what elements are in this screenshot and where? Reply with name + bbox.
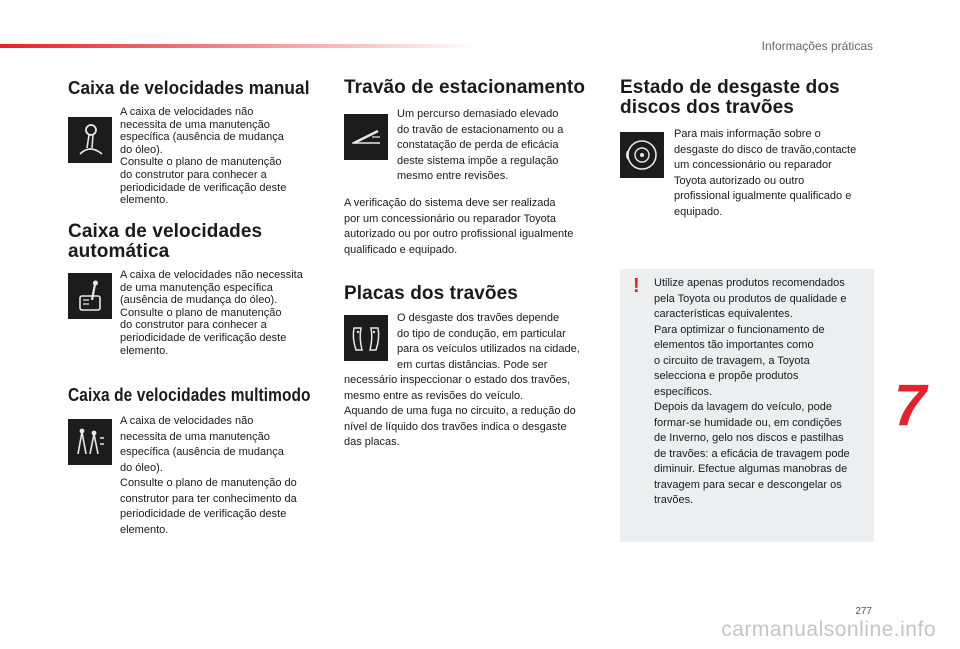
text-line: das placas. — [344, 436, 400, 448]
text-line: para os veículos utilizados na cidade, — [397, 343, 580, 355]
warning-text — [654, 276, 870, 509]
column-brakes — [344, 72, 602, 451]
text-line: travões. — [654, 494, 694, 506]
watermark: carmanualsonline.info — [721, 618, 936, 641]
text-line: constatação de perda de eficácia — [397, 139, 559, 151]
parking-brake-heading: Travão de estacionamento — [344, 77, 586, 98]
text-line: do óleo). — [120, 143, 163, 156]
text-line: Utilize apenas produtos recomendados — [654, 277, 845, 289]
heading-line: Estado de desgaste dos — [620, 77, 840, 98]
text-line: de uma manutenção específica — [120, 281, 273, 294]
text-line: construtor para ter conhecimento da — [120, 492, 297, 505]
text-line: específica (ausência de mudança — [120, 446, 284, 458]
section-title: Informações práticas — [761, 39, 873, 53]
text-line: específicos. — [654, 385, 713, 398]
text-line: formar-se humidade ou, em condições — [654, 416, 842, 429]
text-line: periodicidade de verificação deste — [120, 508, 287, 520]
text-line: desgaste do disco de travão,contacte — [674, 143, 857, 156]
text-line: elementos tão importantes como — [654, 339, 814, 351]
text-line: (ausência de mudança do óleo). — [120, 294, 278, 307]
automatic-gearbox-heading — [68, 222, 324, 262]
multimode-gearbox-section — [68, 415, 324, 545]
warning-panel — [620, 269, 874, 542]
text-line: características equivalentes. — [654, 308, 793, 320]
text-line: A caixa de velocidades não — [120, 106, 254, 118]
text-line: Para optimizar o funcionamento de — [654, 323, 825, 336]
text-line: Para mais informação sobre o — [674, 128, 821, 140]
text-line: Um percurso demasiado elevado — [397, 108, 559, 120]
manual-gearbox-text — [120, 106, 325, 207]
text-line: Toyota autorizado ou outro — [674, 174, 805, 187]
text-line: travagem para secar e descongelar os — [654, 478, 842, 491]
multimode-gearbox-icon — [68, 419, 112, 465]
text-line: pela Toyota ou produtos de qualidade e — [654, 292, 847, 305]
text-line: equipado. — [674, 205, 723, 218]
text-line: de travões: a eficácia de travagem pode — [654, 447, 850, 460]
text-line: em curtas distâncias. Pode ser — [397, 358, 548, 371]
multimode-gearbox-heading: Caixa de velocidades multimodo — [68, 385, 311, 405]
text-line: do construtor para conhecer a — [120, 168, 267, 181]
manual-gearstick-icon — [68, 117, 112, 163]
parking-brake-text — [397, 107, 603, 185]
brake-pads-section — [344, 311, 602, 373]
text-line: o circuito de travagem, a Toyota — [654, 354, 810, 367]
brake-discs-section — [620, 127, 874, 227]
text-line: periodicidade de verificação deste — [120, 331, 287, 344]
text-line: mesmo entre as revisões do veículo. — [344, 389, 524, 402]
text-line: necessita de uma manutenção — [120, 430, 270, 443]
text-line: selecciona e propõe produtos — [654, 370, 799, 382]
automatic-gear-selector-icon — [68, 273, 112, 319]
heading-line: automática — [68, 241, 170, 262]
text-line: deste sistema impõe a regulação — [397, 154, 559, 167]
text-line: necessita de uma manutenção — [120, 118, 270, 131]
column-gearboxes — [68, 72, 324, 545]
chapter-number: 7 — [894, 373, 927, 438]
text-line: específica (ausência de mudança — [120, 131, 284, 144]
automatic-gearbox-text — [120, 269, 325, 357]
text-line: mesmo entre revisões. — [397, 170, 509, 182]
brake-discs-text — [674, 127, 876, 220]
text-line: O desgaste dos travões depende — [397, 312, 560, 324]
manual-gearbox-heading: Caixa de velocidades manual — [68, 77, 310, 98]
brake-pads-paragraph — [344, 373, 602, 451]
header-accent-bar — [0, 44, 480, 48]
brake-pads-text — [397, 311, 603, 373]
text-line: qualificado e equipado. — [344, 243, 458, 256]
exclamation-warning-icon: ! — [633, 275, 640, 297]
text-line: nível de líquido dos travões indica o desgaste — [344, 420, 567, 433]
text-line: A verificação do sistema deve ser realizada — [344, 197, 556, 209]
parking-brake-section — [344, 107, 602, 191]
text-line: Depois da lavagem do veículo, pode — [654, 401, 832, 413]
text-line: diminuir. Efectue algumas manobras de — [654, 463, 848, 475]
text-line: periodicidade de verificação deste — [120, 181, 287, 194]
brake-disc-icon — [620, 132, 664, 178]
text-line: do óleo). — [120, 461, 163, 474]
heading-line: discos dos travões — [620, 97, 794, 118]
brake-pads-heading: Placas dos travões — [344, 283, 518, 304]
text-line: necessário inspeccionar o estado dos travões, — [344, 374, 571, 386]
text-line: autorizado ou por outro profissional igualmente — [344, 228, 574, 240]
text-line: Consulte o plano de manutenção — [120, 306, 282, 319]
parking-brake-lever-icon — [344, 114, 388, 160]
text-line: elemento. — [120, 344, 169, 357]
parking-brake-paragraph — [344, 196, 602, 258]
manual-gearbox-section — [68, 106, 324, 216]
brake-discs-heading — [620, 78, 874, 118]
heading-line: Caixa de velocidades — [68, 221, 263, 242]
text-line: elemento. — [120, 194, 169, 207]
page-number: 277 — [855, 606, 872, 617]
text-line: do tipo de condução, em particular — [397, 327, 566, 340]
text-line: Consulte o plano de manutenção — [120, 156, 282, 169]
multimode-gearbox-text — [120, 414, 325, 538]
automatic-gearbox-section — [68, 269, 324, 373]
text-line: do construtor para conhecer a — [120, 319, 267, 332]
brake-pads-icon — [344, 315, 388, 361]
text-line: A caixa de velocidades não necessita — [120, 269, 303, 281]
text-line: A caixa de velocidades não — [120, 415, 254, 427]
text-line: elemento. — [120, 523, 169, 536]
text-line: Consulte o plano de manutenção do — [120, 477, 297, 489]
column-discs — [620, 72, 874, 227]
text-line: um concessionário ou reparador — [674, 159, 832, 171]
text-line: profissional igualmente qualificado e — [674, 190, 852, 202]
text-line: do travão de estacionamento ou a — [397, 123, 564, 136]
text-line: Aquando de uma fuga no circuito, a redução do — [344, 405, 576, 417]
text-line: de Inverno, gelo nos discos e pastilhas — [654, 432, 844, 444]
text-line: por um concessionário ou reparador Toyota — [344, 212, 556, 225]
